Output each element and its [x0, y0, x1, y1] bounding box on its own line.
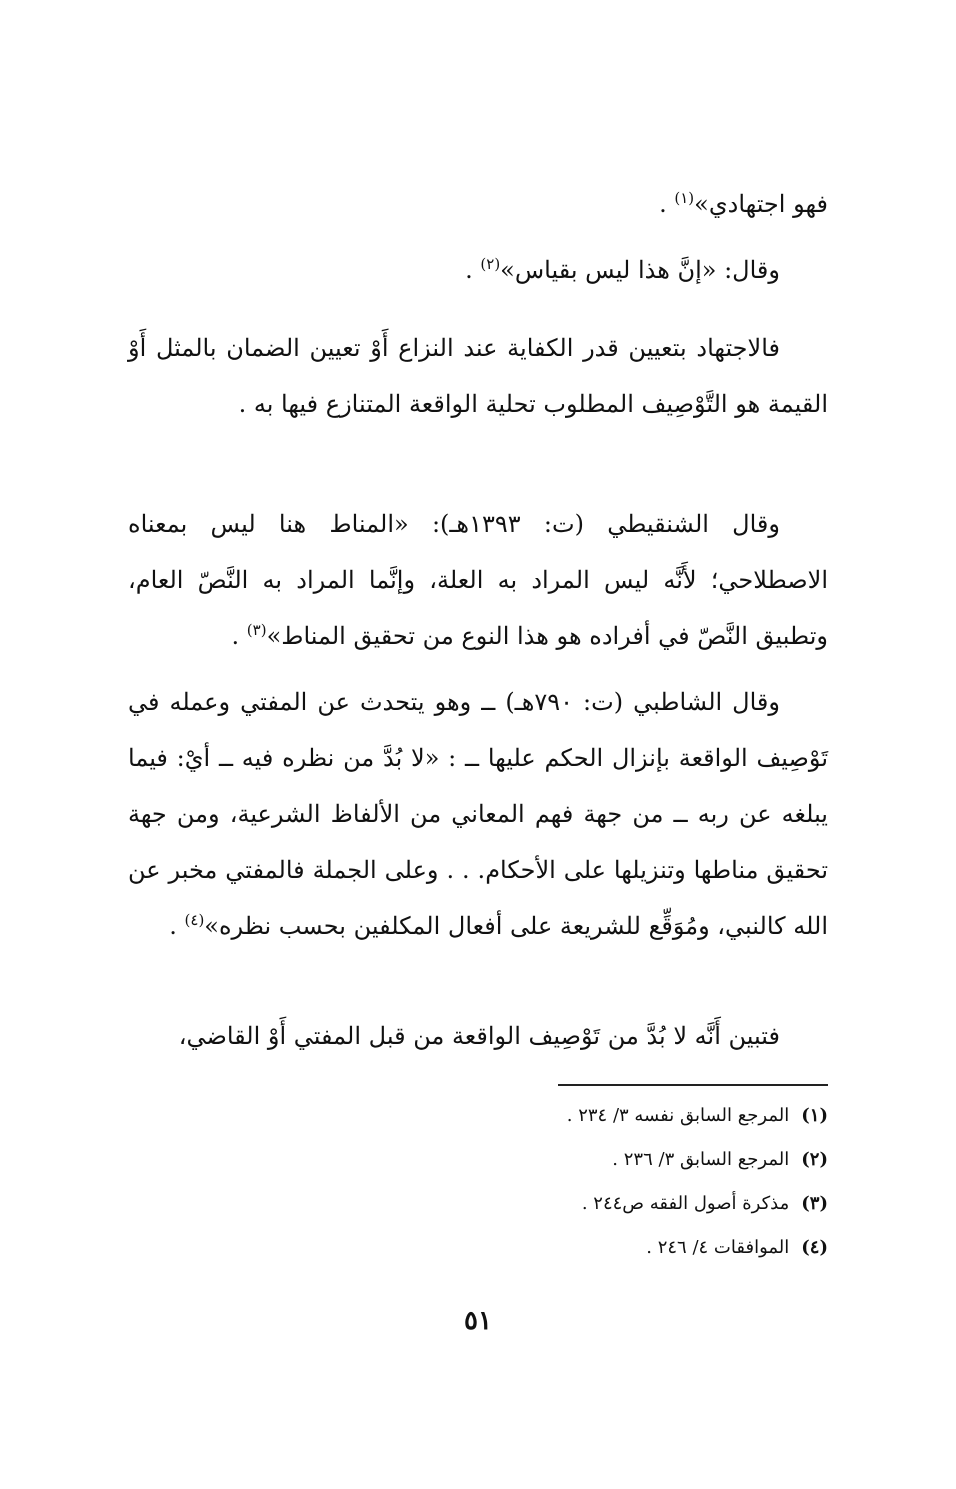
footnote-text: مذكرة أصول الفقه ص٢٤٤ .: [581, 1193, 790, 1214]
footnote-ref-4: (٤): [184, 911, 205, 929]
paragraph-shanqiti-end: .: [231, 622, 247, 650]
footnote-ref-1: (١): [674, 189, 695, 207]
footnote-3: [128, 1182, 828, 1226]
footnote-number: (٣): [801, 1193, 828, 1214]
footnote-ref-2: (٢): [480, 255, 501, 273]
footnote-ref-3: (٣): [246, 621, 267, 639]
paragraph-shatibi-end: .: [169, 912, 185, 940]
footnotes-list: [128, 1094, 828, 1270]
line-end-2: .: [465, 256, 481, 284]
quote-text-2: وقال: «إنَّ هذا ليس بقياس»: [500, 256, 780, 284]
footnote-number: (١): [801, 1105, 828, 1126]
footnote-text: الموافقات ٤/ ٢٤٦ .: [646, 1237, 790, 1258]
quote-line-2: [465, 250, 780, 290]
paragraph-shanqiti-text: وقال الشنقيطي (ت: ١٣٩٣هـ): «المناط هنا ليس بمعناه الاصطلاحي؛ لأَنَّه ليس المراد به العلة، وإنَّما المراد به النَّصّ العام، وتطبيق النَّصّ في أفراده هو هذا النوع من تحقيق المناط»: [128, 510, 828, 650]
footnote-number: (٢): [801, 1149, 828, 1170]
footnote-text: المرجع السابق نفسه ٣/ ٢٣٤ .: [566, 1105, 790, 1126]
footnote-text: المرجع السابق ٣/ ٢٣٦ .: [612, 1149, 790, 1170]
quote-text: فهو اجتهادي»: [694, 190, 828, 218]
paragraph-conclusion-text: فتبين أَنَّه لا بُدَّ من تَوْصِيف الواقعة من قبل المفتي أَوْ القاضي،: [178, 1022, 780, 1050]
footnote-4: [128, 1226, 828, 1270]
page-number: ٥١: [464, 1306, 492, 1336]
footnote-number: (٤): [801, 1237, 828, 1258]
paragraph-ijtihad: [128, 320, 828, 432]
line-end: .: [659, 190, 675, 218]
paragraph-shanqiti: [128, 496, 828, 664]
paragraph-shatibi: [128, 674, 828, 954]
paragraph-shatibi-text: وقال الشاطبي (ت: ٧٩٠هـ) ــ وهو يتحدث عن المفتي وعمله في تَوْصِيف الواقعة بإنزال الحكم عليها ــ : «لا بُدَّ من نظره فيه ــ أيْ: فيما يبلغه عن ربه ــ من جهة فهم المعاني من الألفاظ الشرعية، ومن جهة تحقيق مناطها وتنزيلها على الأحكام. . . وعلى الجملة فالمفتي مخبر عن الله كالنبي، ومُوَقِّع للشريعة على أفعال المكلفين بحسب نظره»: [128, 688, 828, 940]
paragraph-ijtihad-text: فالاجتهاد بتعيين قدر الكفاية عند النزاع أَوْ تعيين الضمان بالمثل أَوْ القيمة هو التَّوْصِيف المطلوب تحلية الواقعة المتنازع فيها به .: [128, 334, 828, 418]
footnote-1: [128, 1094, 828, 1138]
footnote-separator: [558, 1084, 828, 1086]
footnote-2: [128, 1138, 828, 1182]
paragraph-conclusion: [179, 1016, 780, 1056]
quote-continuation-line: [659, 184, 828, 224]
